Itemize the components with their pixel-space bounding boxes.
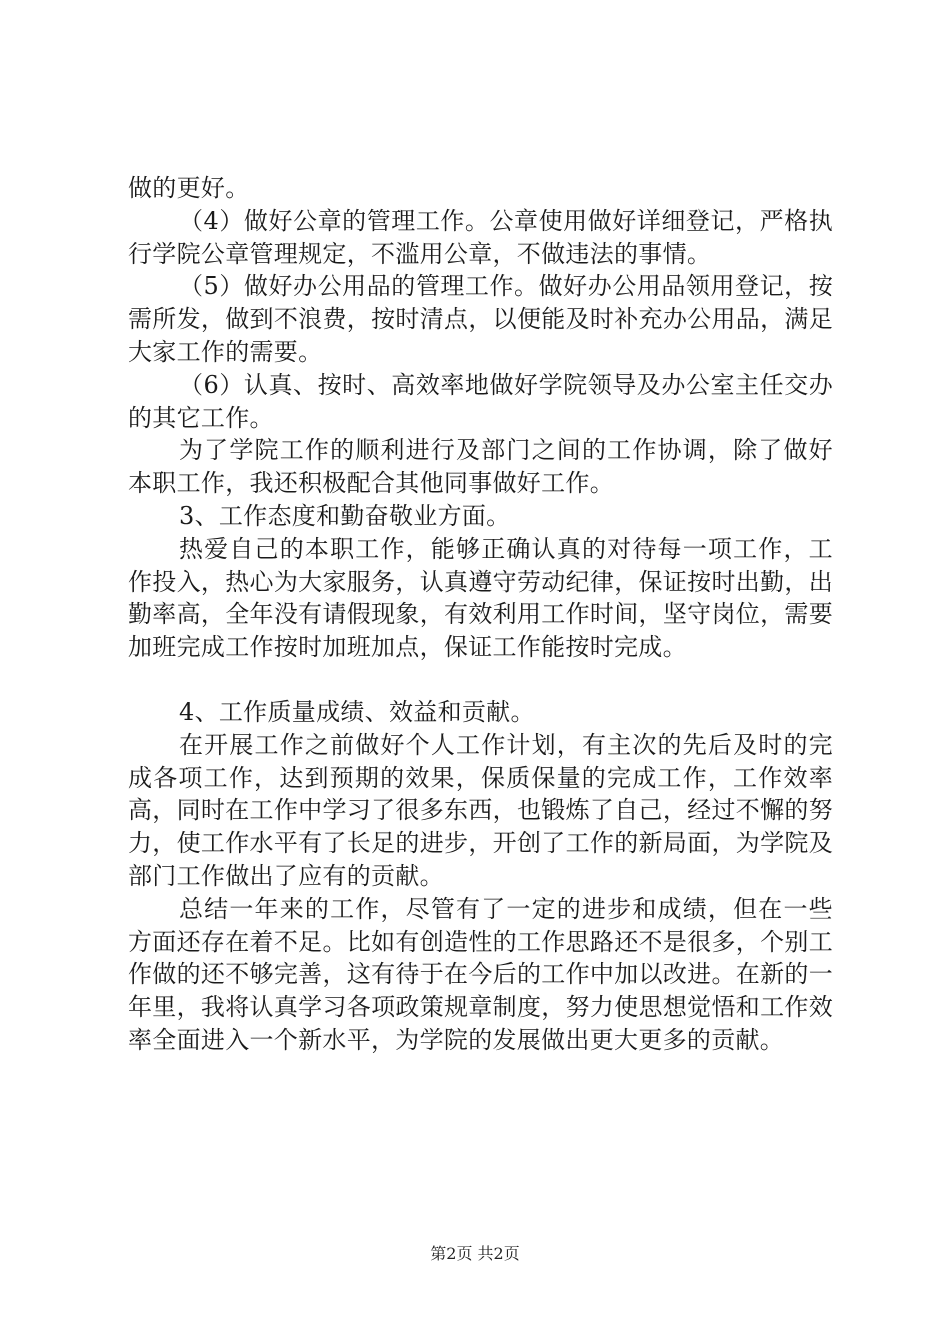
section-heading-3-work-attitude: 3、工作态度和勤奋敬业方面。 bbox=[179, 501, 511, 530]
document-body bbox=[128, 172, 833, 1057]
paragraph-item-5-office-supplies: （5）做好办公用品的管理工作。做好办公用品领用登记，按需所发，做到不浪费，按时清点，以便能及时补充办公用品，满足大家工作的需要。 bbox=[128, 272, 833, 366]
paragraph-cooperation: 为了学院工作的顺利进行及部门之间的工作协调，除了做好本职工作，我还积极配合其他同事做好工作。 bbox=[128, 436, 833, 498]
paragraph-item-6-other-tasks: （6）认真、按时、高效率地做好学院领导及办公室主任交办的其它工作。 bbox=[128, 370, 833, 432]
section-heading-4-work-quality: 4、工作质量成绩、效益和贡献。 bbox=[179, 697, 535, 726]
paragraph-work-attitude: 热爱自己的本职工作，能够正确认真的对待每一项工作，工作投入，热心为大家服务，认真遵守劳动纪律，保证按时出勤，出勤率高，全年没有请假现象，有效利用工作时间，坚守岗位，需要加班完成工作按时加班加点，保证工作能按时完成。 bbox=[128, 534, 833, 662]
paragraph-continuation: 做的更好。 bbox=[128, 174, 250, 202]
paragraph-summary: 总结一年来的工作，尽管有了一定的进步和成绩，但在一些方面还存在着不足。比如有创造性的工作思路还不是很多，个别工作做的还不够完善，这有待于在今后的工作中加以改进。在新的一年里，我将认真学习各项政策规章制度，努力使思想觉悟和工作效率全面进入一个新水平，为学院的发展做出更大更多的贡献。 bbox=[128, 894, 833, 1054]
page-number-footer: 第2页 共2页 bbox=[430, 1244, 520, 1263]
paragraph-work-quality: 在开展工作之前做好个人工作计划，有主次的先后及时的完成各项工作，达到预期的效果，保质保量的完成工作，工作效率高，同时在工作中学习了很多东西，也锻炼了自己，经过不懈的努力，使工作水平有了长足的进步，开创了工作的新局面，为学院及部门工作做出了应有的贡献。 bbox=[128, 730, 833, 890]
paragraph-item-4-seal-management: （4）做好公章的管理工作。公章使用做好详细登记，严格执行学院公章管理规定，不滥用公章，不做违法的事情。 bbox=[128, 206, 833, 268]
